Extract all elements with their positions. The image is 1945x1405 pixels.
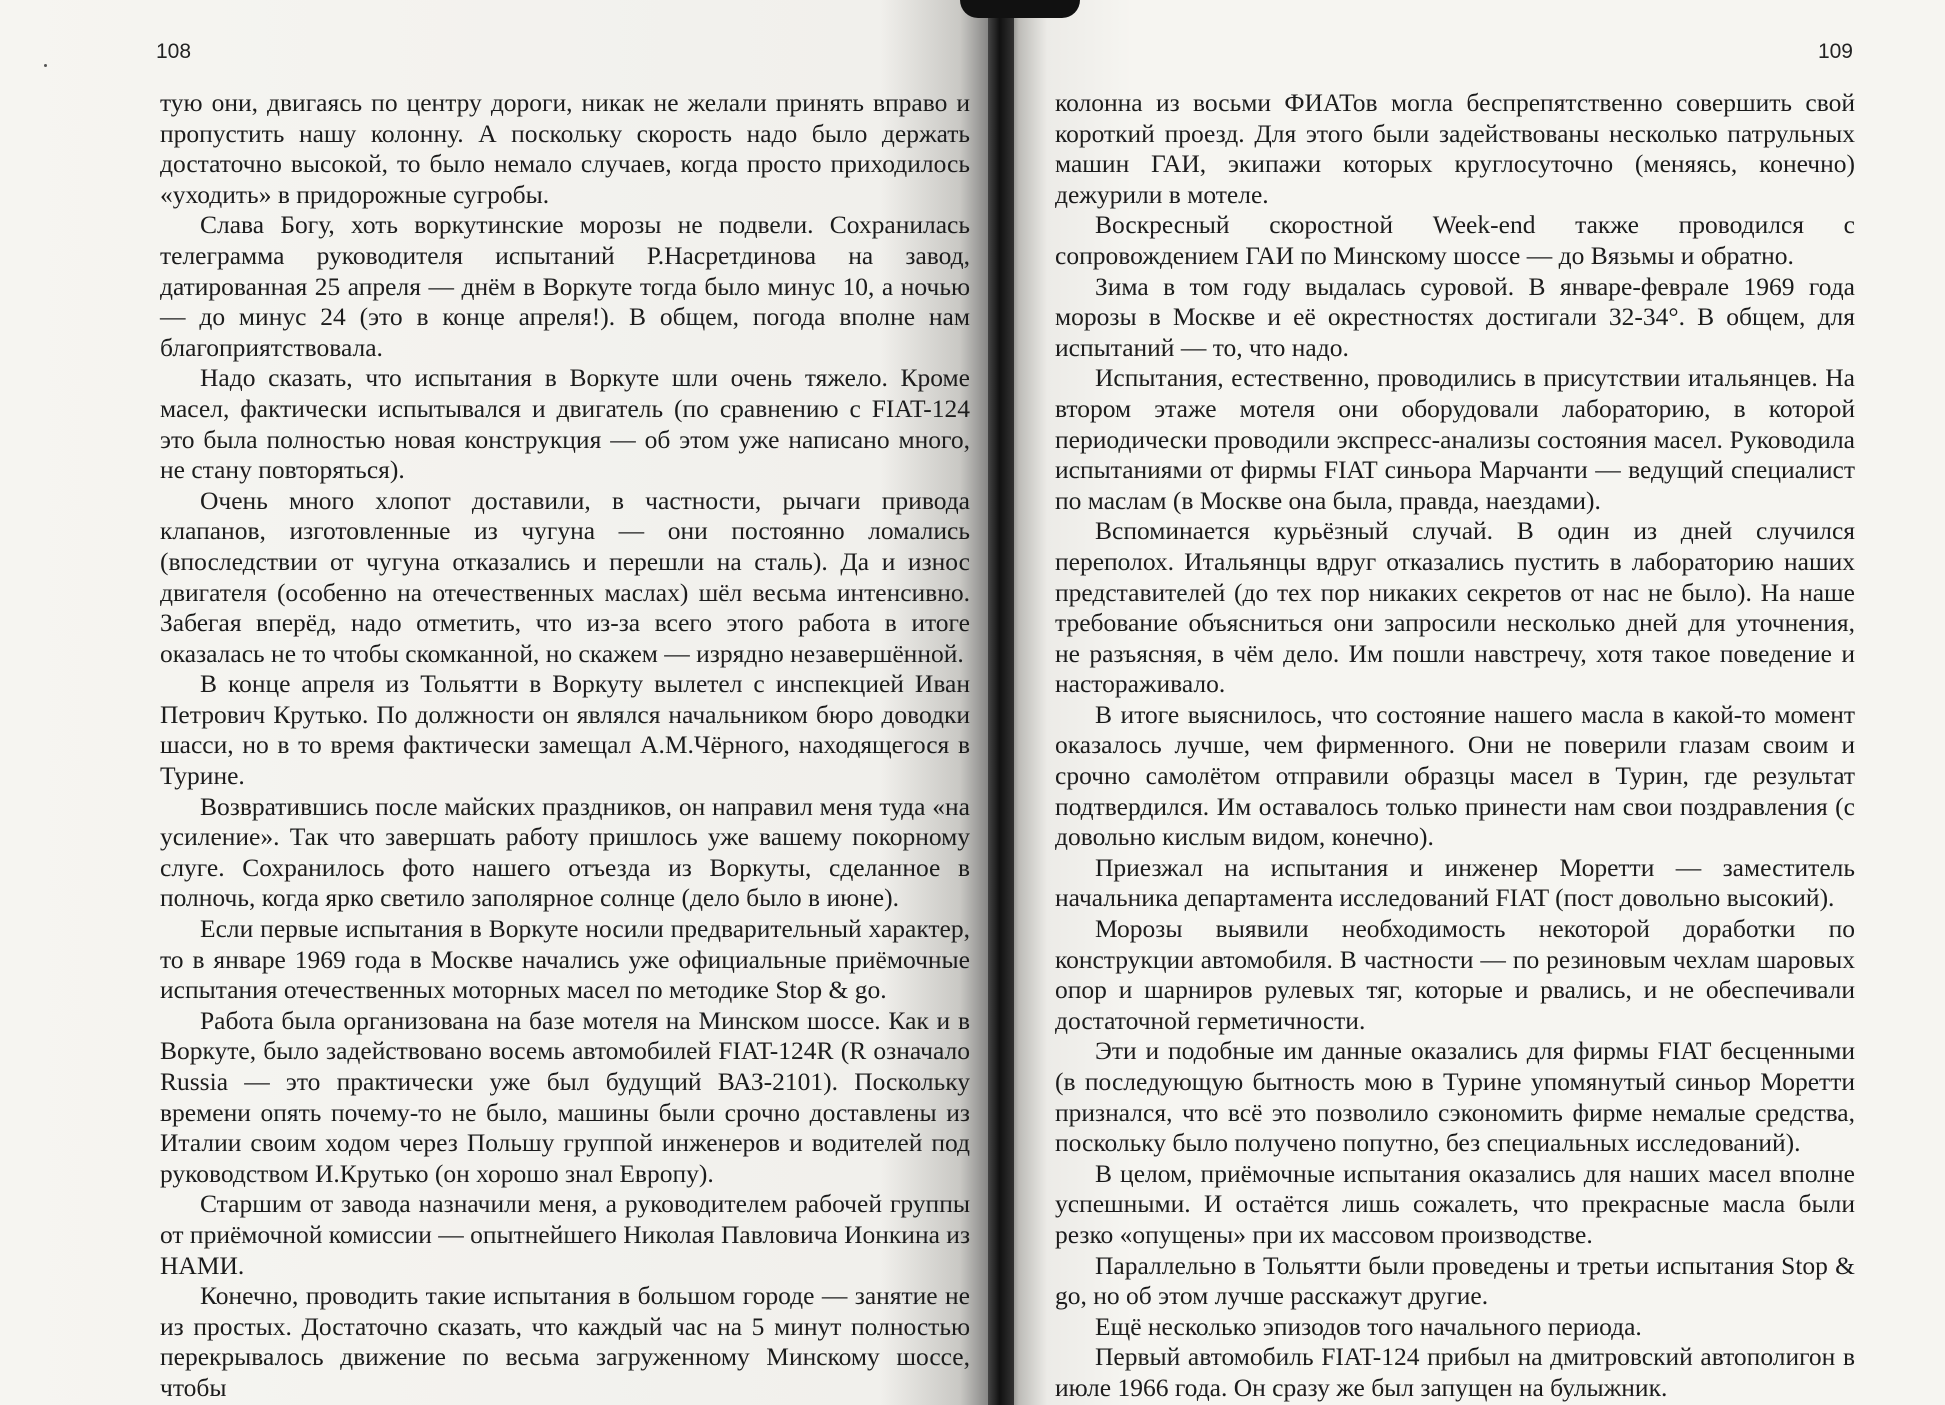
paragraph: Морозы выявили необходимость некоторой доработки по конструкции автомобиля. В частности — по резиновым чехлам шаровых опор и шарниров рулевых тяг, которые и рвались, и не обеспечивали достаточной герметичности.	[1055, 914, 1855, 1035]
paragraph: Испытания, естественно, проводились в присутствии итальянцев. На втором этаже мотеля они оборудовали лабораторию, в которой периодически проводили экспресс-анализы состояния масел. Руководила испытаниями от фирмы FIAT синьора Марчанти — ведущий специалист по маслам (в Москве она была, правда, наездами).	[1055, 363, 1855, 515]
right-page	[1000, 0, 1945, 1405]
paragraph: Зима в том году выдалась суровой. В январе-феврале 1969 года морозы в Москве и её окрестностях достигали 32-34°. В общем, для испытаний — то, что надо.	[1055, 271, 1855, 362]
left-page-text	[160, 88, 970, 1404]
page-number-right: 109	[1817, 40, 1853, 63]
paragraph: Слава Богу, хоть воркутинские морозы не подвели. Сохранилась телеграмма руководителя испытаний Р.Насретдинова на завод, датированная 25 апреля — днём в Воркуте тогда было минус 10, а ночью — до минус 24 (это в конце апреля!). В общем, погода вполне нам благоприятствовала.	[160, 210, 970, 362]
paragraph: В целом, приёмочные испытания оказались для наших масел вполне успешными. И остаётся лишь сожалеть, что прекрасные масла были резко «опущены» при их массовом производстве.	[1055, 1158, 1855, 1249]
paragraph: колонна из восьми ФИАТов могла беспрепятственно совершить свой короткий проезд. Для этого были задействованы несколько патрульных машин ГАИ, экипажи которых круглосуточно (меняясь, конечно) дежурили в мотеле.	[1055, 88, 1855, 209]
paragraph: Приезжал на испытания и инженер Моретти — заместитель начальника департамента исследований FIAT (пост довольно высокий).	[1055, 852, 1855, 913]
scan-speck	[44, 64, 47, 67]
paragraph: В конце апреля из Тольятти в Воркуту вылетел с инспекцией Иван Петрович Крутько. По должности он являлся начальником бюро доводки шасси, но в то время фактически замещал А.М.Чёрного, находящегося в Турине.	[160, 669, 970, 791]
paragraph: Конечно, проводить такие испытания в большом городе — занятие не из простых. Достаточно сказать, что каждый час на 5 минут полностью перекрывалось движение по весьма загруженному Минскому шоссе, чтобы	[160, 1281, 970, 1402]
paragraph: Возвратившись после майских праздников, он направил меня туда «на усиление». Так что завершать работу пришлось уже вашему покорному слуге. Сохранилось фото нашего отъезда из Воркуты, сделанное в полночь, когда ярко светило заполярное солнце (дело было в июне).	[160, 791, 970, 913]
paragraph: Старшим от завода назначили меня, а руководителем рабочей группы от приёмочной комиссии — опытнейшего Николая Павловича Ионкина из НАМИ.	[160, 1189, 971, 1280]
paragraph: Ещё несколько эпизодов того начального периода.	[1095, 1311, 1642, 1341]
binding-shadow	[960, 0, 1080, 18]
paragraph: Воскресный скоростной Week-end также проводился с сопровождением ГАИ по Минскому шоссе — до Вязьмы и обратно.	[1055, 210, 1855, 270]
paragraph: Параллельно в Тольятти были проведены и третьи испытания Stop & go, но об этом лучше расскажут другие.	[1055, 1250, 1855, 1311]
paragraph: Эти и подобные им данные оказались для фирмы FIAT бесценными (в последующую бытность мою в Турине упомянутый синьор Моретти признался, что всё это позволило сэкономить фирме немалые средства, поскольку было получено попутно, без специальных исследований).	[1055, 1036, 1855, 1158]
paragraph: Если первые испытания в Воркуте носили предварительный характер, то в январе 1969 года в Москве начались уже официальные приёмочные испытания отечественных моторных масел по методике Stop & go.	[160, 914, 970, 1005]
page-number-left: 108	[156, 40, 192, 63]
paragraph: Работа была организована на базе мотеля на Минском шоссе. Как и в Воркуте, было задействовано восемь автомобилей FIAT-124R (R означало Russia — это практически уже был будущий ВАЗ-2101). Поскольку времени опять почему-то не было, машины были срочно доставлены из Италии своим ходом через Польшу группой инженеров и водителей под руководством И.Крутько (он хорошо знал Европу).	[160, 1005, 970, 1188]
paragraph: Очень много хлопот доставили, в частности, рычаги привода клапанов, изготовленные из чугуна — они постоянно ломались (впоследствии от чугуна отказались и перешли на сталь). Да и износ двигателя (особенно на отечественных маслах) шёл весьма интенсивно. Забегая вперёд, надо отметить, что из-за всего этого работа в итоге оказалась не то чтобы скомканной, но скажем — изрядно незавершённой.	[160, 485, 970, 668]
right-page-text	[1055, 88, 1855, 1404]
paragraph: Вспоминается курьёзный случай. В один из дней случился переполох. Итальянцы вдруг отказались пустить в лабораторию наших представителей (до тех пор никаких секретов от нас не было). На наше требование объясниться они запросили несколько дней для уточнения, не разъясняя, в чём дело. Им пошли навстречу, хотя такое поведение и настораживало.	[1055, 516, 1855, 699]
paragraph: В итоге выяснилось, что состояние нашего масла в какой-то момент оказалось лучше, чем фирменного. Они не поверили глазам своим и срочно самолётом отправили образцы масел в Турин, где результат подтвердился. Им оставалось только принести нам свои поздравления (с довольно кислым видом, конечно).	[1055, 699, 1855, 852]
paragraph: Надо сказать, что испытания в Воркуте шли очень тяжело. Кроме масел, фактически испытывался и двигатель (по сравнению с FIAT-124 это была полностью новая конструкция — об этом уже написано много, не стану повторяться).	[160, 363, 970, 485]
book-spine	[988, 0, 1014, 1405]
paragraph: тую они, двигаясь по центру дороги, никак не желали принять вправо и пропустить нашу колонну. А поскольку скорость надо было держать достаточно высокой, то было немало случаев, когда просто приходилось «уходить» в придорожные сугробы.	[160, 88, 970, 209]
paragraph: Первый автомобиль FIAT-124 прибыл на дмитровский автополигон в июле 1966 года. Он сразу же был запущен на булыжник.	[1055, 1342, 1855, 1402]
